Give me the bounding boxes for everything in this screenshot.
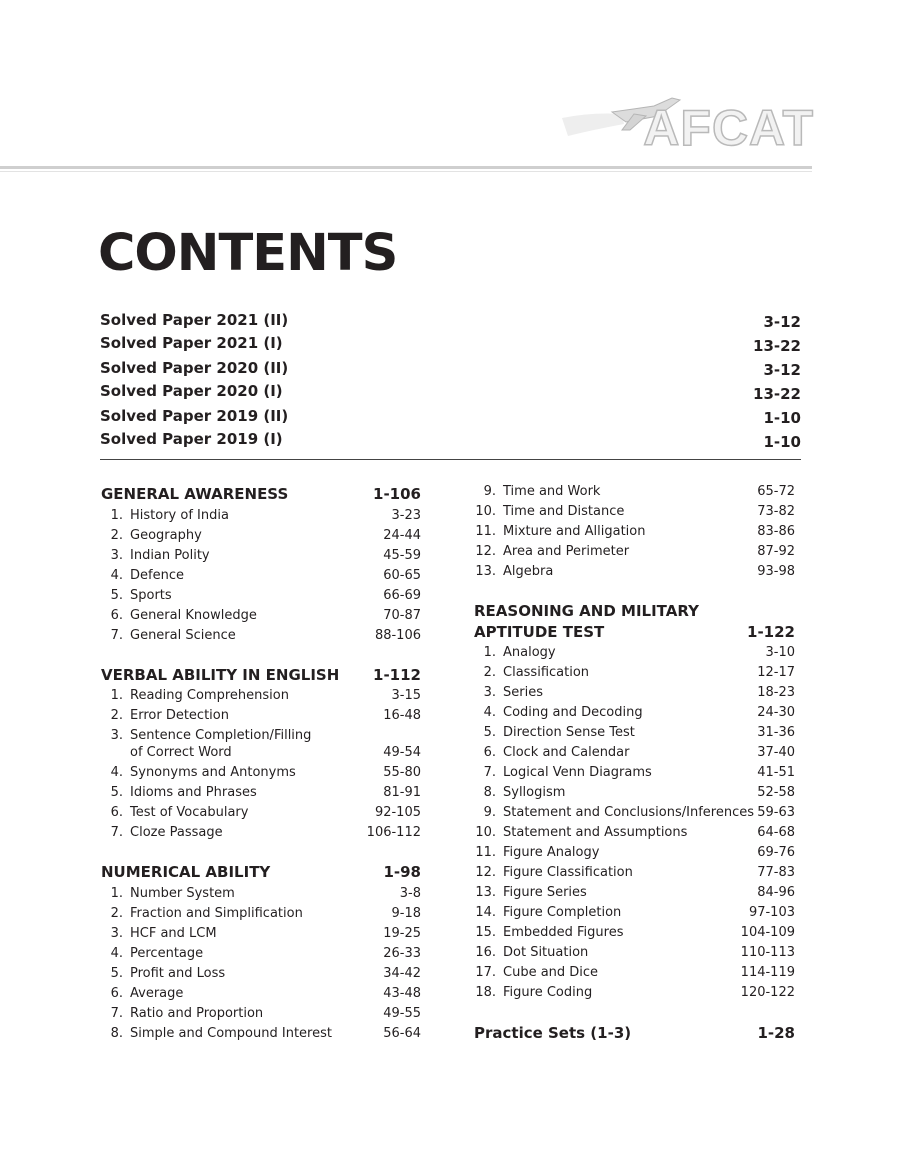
- solved-paper-label: Solved Paper 2019 (I): [100, 430, 283, 448]
- toc-item: [474, 783, 795, 803]
- item-pages: 26-33: [383, 946, 421, 961]
- item-pages: 110-113: [740, 945, 795, 960]
- solved-paper-pages: 1-10: [763, 409, 801, 427]
- toc-item: [101, 803, 421, 823]
- toc-item: [101, 783, 421, 803]
- section-divider: [100, 459, 801, 460]
- item-label: Fraction and Simplification: [130, 906, 303, 921]
- item-label: HCF and LCM: [130, 926, 217, 941]
- item-label: Statement and Conclusions/Inferences: [503, 805, 754, 820]
- item-label: Geography: [130, 528, 202, 543]
- toc-item: [101, 964, 421, 984]
- toc-item: [474, 542, 795, 562]
- item-number: 1.: [110, 508, 123, 523]
- header-rule-secondary: [0, 171, 812, 172]
- item-label: Reading Comprehension: [130, 688, 289, 703]
- item-number: 11.: [475, 845, 496, 860]
- item-label: Series: [503, 685, 543, 700]
- toc-item: [474, 963, 795, 983]
- toc-item: [101, 686, 421, 706]
- item-label: Simple and Compound Interest: [130, 1026, 332, 1041]
- section-pages: 1-98: [383, 863, 421, 881]
- item-label: Sports: [130, 588, 172, 603]
- toc-item: [474, 843, 795, 863]
- item-label: Embedded Figures: [503, 925, 624, 940]
- toc-item: [101, 924, 421, 944]
- toc-item: [474, 482, 795, 502]
- section-reasoning: [474, 621, 795, 643]
- item-pages: 24-30: [757, 705, 795, 720]
- item-number: 4.: [110, 946, 123, 961]
- item-number: 7.: [110, 628, 123, 643]
- item-pages: 81-91: [383, 785, 421, 800]
- item-number: 3.: [110, 728, 123, 743]
- item-label: Coding and Decoding: [503, 705, 643, 720]
- item-number: 8.: [110, 1026, 123, 1041]
- page-title: CONTENTS: [98, 224, 398, 283]
- solved-paper-label: Solved Paper 2020 (II): [100, 359, 289, 377]
- item-label: Analogy: [503, 645, 556, 660]
- toc-item: [474, 663, 795, 683]
- item-pages: 106-112: [366, 825, 421, 840]
- item-pages: 43-48: [383, 986, 421, 1001]
- item-number: 18.: [475, 985, 496, 1000]
- toc-item: [474, 522, 795, 542]
- item-pages: 3-23: [391, 508, 421, 523]
- item-pages: 55-80: [383, 765, 421, 780]
- item-pages: 31-36: [757, 725, 795, 740]
- section-pages: 1-122: [747, 623, 795, 641]
- item-number: 7.: [110, 1006, 123, 1021]
- item-number: 4.: [110, 568, 123, 583]
- solved-paper-pages: 1-10: [763, 433, 801, 451]
- item-label: Sentence Completion/Filling: [130, 728, 312, 743]
- item-pages: 92-105: [374, 805, 421, 820]
- section-practice-sets: [474, 1022, 795, 1044]
- item-number: 7.: [110, 825, 123, 840]
- item-number: 5.: [110, 588, 123, 603]
- item-number: 2.: [483, 665, 496, 680]
- item-label: Ratio and Proportion: [130, 1006, 264, 1021]
- toc-item: [101, 1024, 421, 1044]
- item-pages: 34-42: [383, 966, 421, 981]
- section-title: Practice Sets (1-3): [474, 1024, 632, 1042]
- item-label: Mixture and Alligation: [503, 524, 646, 539]
- toc-item: [101, 944, 421, 964]
- item-number: 12.: [475, 865, 496, 880]
- item-pages: 77-83: [757, 865, 795, 880]
- item-number: 6.: [110, 805, 123, 820]
- toc-item: [474, 703, 795, 723]
- item-label: Cloze Passage: [130, 825, 223, 840]
- toc-item: [474, 723, 795, 743]
- item-label: Syllogism: [503, 785, 566, 800]
- section-pages: 1-28: [757, 1024, 795, 1042]
- solved-paper-label: Solved Paper 2021 (I): [100, 334, 283, 352]
- item-label: Dot Situation: [503, 945, 589, 960]
- item-number: 13.: [475, 564, 496, 579]
- section-numerical-ability: [101, 861, 421, 883]
- toc-item: [474, 643, 795, 663]
- toc-item: [101, 823, 421, 843]
- toc-item: [101, 1004, 421, 1024]
- item-number: 6.: [483, 745, 496, 760]
- item-label: Algebra: [503, 564, 554, 579]
- solved-paper-pages: 13-22: [753, 337, 801, 355]
- item-number: 6.: [110, 608, 123, 623]
- item-label: Test of Vocabulary: [130, 805, 249, 820]
- item-pages: 45-59: [383, 548, 421, 563]
- item-number: 6.: [110, 986, 123, 1001]
- item-pages: 114-119: [740, 965, 795, 980]
- toc-item: [101, 726, 421, 760]
- afcat-logo: [562, 96, 814, 160]
- toc-item: [474, 683, 795, 703]
- item-pages: 88-106: [374, 628, 421, 643]
- item-label: Figure Coding: [503, 985, 593, 1000]
- toc-item: [474, 763, 795, 783]
- item-number: 4.: [483, 705, 496, 720]
- item-pages: 65-72: [757, 484, 795, 499]
- item-label: Percentage: [130, 946, 204, 961]
- item-pages: 41-51: [757, 765, 795, 780]
- item-pages: 93-98: [757, 564, 795, 579]
- item-number: 3.: [110, 926, 123, 941]
- item-number: 15.: [475, 925, 496, 940]
- toc-item: [474, 823, 795, 843]
- item-pages: 59-63: [757, 805, 795, 820]
- item-number: 16.: [475, 945, 496, 960]
- item-label: Average: [130, 986, 184, 1001]
- item-number: 2.: [110, 708, 123, 723]
- item-pages: 52-58: [757, 785, 795, 800]
- item-label: Clock and Calendar: [503, 745, 630, 760]
- toc-item: [101, 763, 421, 783]
- item-label: Indian Polity: [130, 548, 210, 563]
- section-title: NUMERICAL ABILITY: [101, 863, 271, 881]
- item-pages: 104-109: [740, 925, 795, 940]
- section-reasoning-title-line1: [474, 600, 795, 622]
- item-number: 5.: [483, 725, 496, 740]
- item-pages: 120-122: [740, 985, 795, 1000]
- section-pages: 1-112: [373, 666, 421, 684]
- item-number: 10.: [475, 825, 496, 840]
- item-number: 3.: [483, 685, 496, 700]
- section-general-awareness: [101, 483, 421, 505]
- item-label: Direction Sense Test: [503, 725, 635, 740]
- item-pages: 3-10: [765, 645, 795, 660]
- item-number: 2.: [110, 528, 123, 543]
- logo-text: AFCAT: [643, 100, 814, 156]
- toc-item: [101, 586, 421, 606]
- item-label: Classification: [503, 665, 590, 680]
- item-number: 8.: [483, 785, 496, 800]
- toc-item: [101, 706, 421, 726]
- item-label: General Knowledge: [130, 608, 257, 623]
- item-label: General Science: [130, 628, 236, 643]
- item-label: Figure Series: [503, 885, 587, 900]
- toc-item: [474, 923, 795, 943]
- section-title: REASONING AND MILITARY: [474, 602, 699, 620]
- item-number: 4.: [110, 765, 123, 780]
- item-pages: 18-23: [757, 685, 795, 700]
- item-label-continued: of Correct Word: [130, 745, 232, 760]
- toc-item: [101, 606, 421, 626]
- item-number: 1.: [110, 688, 123, 703]
- item-number: 7.: [483, 765, 496, 780]
- item-number: 5.: [110, 785, 123, 800]
- item-pages: 19-25: [383, 926, 421, 941]
- section-verbal-ability: [101, 664, 421, 686]
- section-title: APTITUDE TEST: [474, 623, 605, 641]
- solved-paper-pages: 3-12: [763, 313, 801, 331]
- item-pages: 56-64: [383, 1026, 421, 1041]
- item-label: History of India: [130, 508, 229, 523]
- section-title: GENERAL AWARENESS: [101, 485, 289, 503]
- item-label: Logical Venn Diagrams: [503, 765, 652, 780]
- item-label: Idioms and Phrases: [130, 785, 257, 800]
- toc-item: [474, 943, 795, 963]
- item-pages: 69-76: [757, 845, 795, 860]
- toc-item: [474, 983, 795, 1003]
- toc-item: [474, 883, 795, 903]
- item-number: 2.: [110, 906, 123, 921]
- solved-paper-label: Solved Paper 2019 (II): [100, 407, 289, 425]
- toc-item: [101, 546, 421, 566]
- toc-item: [474, 502, 795, 522]
- item-pages: 83-86: [757, 524, 795, 539]
- item-pages: 16-48: [383, 708, 421, 723]
- solved-paper-label: Solved Paper 2020 (I): [100, 382, 283, 400]
- solved-paper-label: Solved Paper 2021 (II): [100, 311, 289, 329]
- toc-item: [101, 506, 421, 526]
- item-label: Area and Perimeter: [503, 544, 630, 559]
- item-label: Number System: [130, 886, 235, 901]
- item-pages: 3-8: [399, 886, 421, 901]
- item-pages: 12-17: [757, 665, 795, 680]
- item-number: 13.: [475, 885, 496, 900]
- item-label: Time and Distance: [503, 504, 625, 519]
- item-number: 12.: [475, 544, 496, 559]
- item-label: Figure Analogy: [503, 845, 600, 860]
- toc-item: [101, 526, 421, 546]
- item-number: 9.: [483, 805, 496, 820]
- item-number: 10.: [475, 504, 496, 519]
- section-pages: 1-106: [373, 485, 421, 503]
- item-number: 1.: [483, 645, 496, 660]
- item-pages: 84-96: [757, 885, 795, 900]
- item-number: 3.: [110, 548, 123, 563]
- toc-item: [101, 984, 421, 1004]
- item-pages: 49-54: [383, 745, 421, 760]
- item-number: 9.: [483, 484, 496, 499]
- item-label: Figure Completion: [503, 905, 622, 920]
- toc-item: [101, 626, 421, 646]
- item-number: 11.: [475, 524, 496, 539]
- item-label: Synonyms and Antonyms: [130, 765, 296, 780]
- item-number: 14.: [475, 905, 496, 920]
- item-label: Statement and Assumptions: [503, 825, 688, 840]
- item-pages: 49-55: [383, 1006, 421, 1021]
- toc-item: [474, 562, 795, 582]
- toc-item: [474, 743, 795, 763]
- item-label: Time and Work: [503, 484, 601, 499]
- item-number: 17.: [475, 965, 496, 980]
- item-pages: 9-18: [391, 906, 421, 921]
- header-rule: [0, 166, 812, 169]
- toc-item: [101, 566, 421, 586]
- item-pages: 73-82: [757, 504, 795, 519]
- toc-item: [474, 863, 795, 883]
- item-pages: 3-15: [391, 688, 421, 703]
- toc-item: [474, 903, 795, 923]
- item-pages: 24-44: [383, 528, 421, 543]
- item-number: 5.: [110, 966, 123, 981]
- item-pages: 97-103: [748, 905, 795, 920]
- item-pages: 70-87: [383, 608, 421, 623]
- item-label: Defence: [130, 568, 184, 583]
- item-pages: 87-92: [757, 544, 795, 559]
- solved-paper-pages: 13-22: [753, 385, 801, 403]
- item-label: Error Detection: [130, 708, 229, 723]
- item-label: Cube and Dice: [503, 965, 599, 980]
- toc-item: [101, 904, 421, 924]
- toc-item: [474, 803, 795, 823]
- item-number: 1.: [110, 886, 123, 901]
- section-title: VERBAL ABILITY IN ENGLISH: [101, 666, 340, 684]
- item-pages: 64-68: [757, 825, 795, 840]
- item-pages: 60-65: [383, 568, 421, 583]
- toc-item: [101, 884, 421, 904]
- item-label: Profit and Loss: [130, 966, 226, 981]
- item-pages: 66-69: [383, 588, 421, 603]
- item-label: Figure Classification: [503, 865, 633, 880]
- solved-paper-pages: 3-12: [763, 361, 801, 379]
- item-pages: 37-40: [757, 745, 795, 760]
